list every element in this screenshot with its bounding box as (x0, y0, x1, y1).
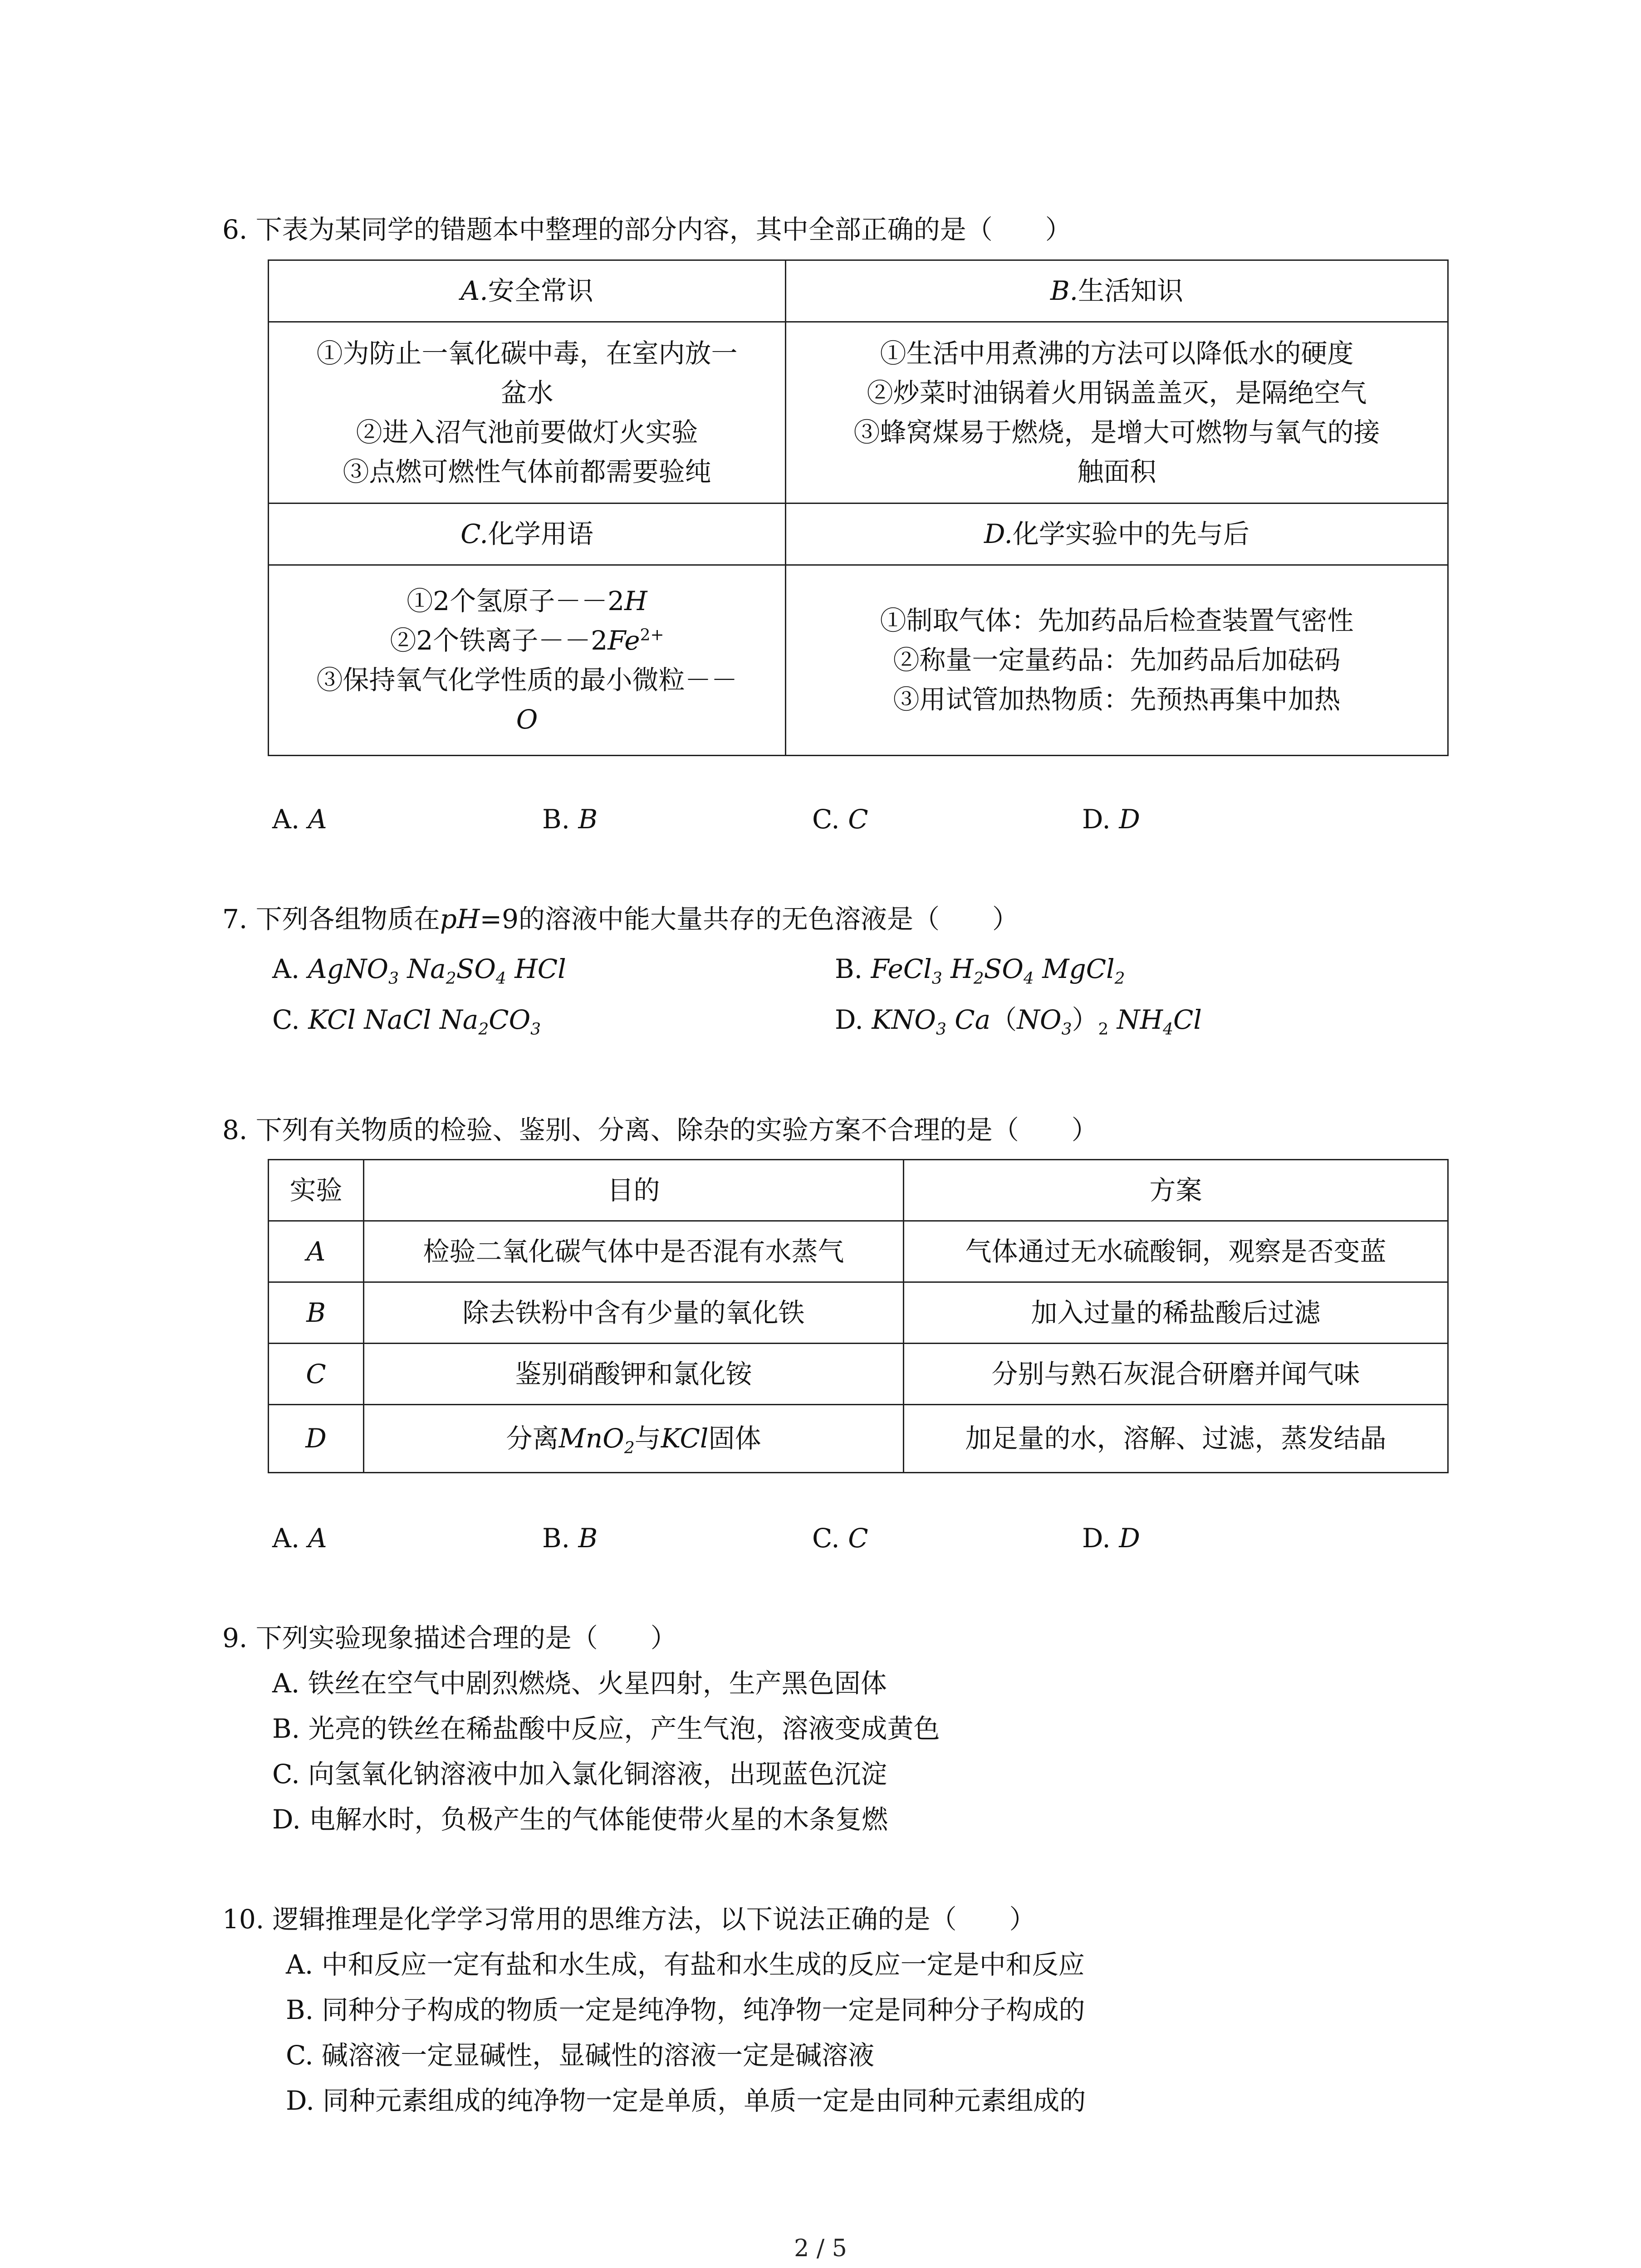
table-cell-plan: 加入过量的稀盐酸后过滤 (904, 1282, 1448, 1344)
q6-option-b[interactable]: B. B (542, 804, 598, 835)
table-cell-experiment: B (269, 1282, 364, 1344)
q10-option-c[interactable]: C. 碱溶液一定显碱性，显碱性的溶液一定是碱溶液 (286, 2040, 875, 2071)
q9-option-c[interactable]: C. 向氢氧化钠溶液中加入氯化铜溶液，出现蓝色沉淀 (272, 1759, 887, 1789)
table-cell-c: ①2个氢原子－－2H ②2个铁离子$--2Fe^{2+}$ ③保持氧气化学性质的最小微粒－－ O (269, 565, 786, 756)
table-cell-purpose: 检验二氧化碳气体中是否混有水蒸气 (364, 1221, 904, 1282)
table-cell-plan: 分别与熟石灰混合研磨并闻气味 (904, 1344, 1448, 1405)
table-header-c: C.化学用语 (269, 503, 786, 565)
q8-option-c[interactable]: C. C (812, 1523, 868, 1554)
q10-option-a[interactable]: A. 中和反应一定有盐和水生成，有盐和水生成的反应一定是中和反应 (286, 1949, 1085, 1980)
q6-option-d[interactable]: D. D (1082, 804, 1140, 835)
table-cell-d: ①制取气体：先加药品后检查装置气密性 ②称量一定量药品：先加药品后加砝码 ③用试管加热物质：先预热再集中加热 (786, 565, 1448, 756)
question-8-table (268, 1159, 1449, 1473)
q6-option-a[interactable]: A. A (272, 804, 327, 835)
table-header-d: D.化学实验中的先与后 (786, 503, 1448, 565)
table-cell-purpose: 鉴别硝酸钾和氯化铵 (364, 1344, 904, 1405)
q10-option-d[interactable]: D. 同种元素组成的纯净物一定是单质，单质一定是由同种元素组成的 (286, 2085, 1086, 2116)
q9-option-d[interactable]: D. 电解水时，负极产生的气体能使带火星的木条复燃 (272, 1804, 888, 1835)
page-number: 2 / 5 (794, 2235, 847, 2262)
question-10-stem: 10. 逻辑推理是化学学习常用的思维方法，以下说法正确的是（ ） (222, 1904, 1036, 1935)
table-cell-a: ①为防止一氧化碳中毒，在室内放一 盆水 ②进入沼气池前要做灯火实验 ③点燃可燃性气体前都需要验纯 (269, 322, 786, 503)
table-cell-purpose: 除去铁粉中含有少量的氧化铁 (364, 1282, 904, 1344)
table-cell-plan: 加足量的水，溶解、过滤，蒸发结晶 (904, 1405, 1448, 1473)
table-cell-experiment: C (269, 1344, 364, 1405)
table-row (269, 1282, 1448, 1344)
table-row (269, 1344, 1448, 1405)
q10-option-b[interactable]: B. 同种分子构成的物质一定是纯净物，纯净物一定是同种分子构成的 (286, 1994, 1085, 2025)
q8-option-b[interactable]: B. B (542, 1523, 598, 1554)
q7-option-d[interactable]: D. $KNO_3$ $Ca(NO_3)_2$ $NH_4Cl$ (835, 1004, 1202, 1039)
table-row (269, 1405, 1448, 1473)
q9-option-a[interactable]: A. 铁丝在空气中剧烈燃烧、火星四射，生产黑色固体 (272, 1668, 887, 1699)
q7-option-a[interactable]: A. AgNO$_3$ $Na_2SO_4$ HCl (272, 953, 566, 988)
question-6-table (268, 259, 1449, 756)
table-cell-experiment: D (269, 1405, 364, 1473)
table-header-plan: 方案 (904, 1160, 1448, 1221)
q9-option-b[interactable]: B. 光亮的铁丝在稀盐酸中反应，产生气泡，溶液变成黄色 (272, 1713, 940, 1744)
q8-option-d[interactable]: D. D (1082, 1523, 1140, 1554)
question-8-stem: 8. 下列有关物质的检验、鉴别、分离、除杂的实验方案不合理的是（ ） (222, 1114, 1098, 1145)
table-cell-plan: 气体通过无水硫酸铜，观察是否变蓝 (904, 1221, 1448, 1282)
q6-option-c[interactable]: C. C (812, 804, 868, 835)
q8-option-a[interactable]: A. A (272, 1523, 327, 1554)
question-7-stem: 7. 下列各组物质在pH=9的溶液中能大量共存的无色溶液是（ ） (222, 904, 1019, 934)
table-row (269, 1221, 1448, 1282)
q7-option-b[interactable]: B. FeCl$_3$ $H_2SO_4$ MgCl$_2$ (835, 953, 1125, 988)
table-cell-b: ①生活中用煮沸的方法可以降低水的硬度 ②炒菜时油锅着火用锅盖盖灭，是隔绝空气 ③蜂窝煤易于燃烧，是增大可燃物与氧气的接 触面积 (786, 322, 1448, 503)
table-header-experiment: 实验 (269, 1160, 364, 1221)
table-header-purpose: 目的 (364, 1160, 904, 1221)
question-9-stem: 9. 下列实验现象描述合理的是（ ） (222, 1623, 677, 1653)
table-header-a: A.安全常识 (269, 260, 786, 322)
question-6-stem: 6. 下表为某同学的错题本中整理的部分内容，其中全部正确的是（ ） (222, 214, 1072, 245)
table-cell-purpose: 分离MnO$_2$与KCl固体 (364, 1405, 904, 1473)
table-header-b: B.生活知识 (786, 260, 1448, 322)
table-cell-experiment: A (269, 1221, 364, 1282)
q7-option-c[interactable]: C. KCl NaCl $Na_2CO_3$ (272, 1004, 541, 1039)
